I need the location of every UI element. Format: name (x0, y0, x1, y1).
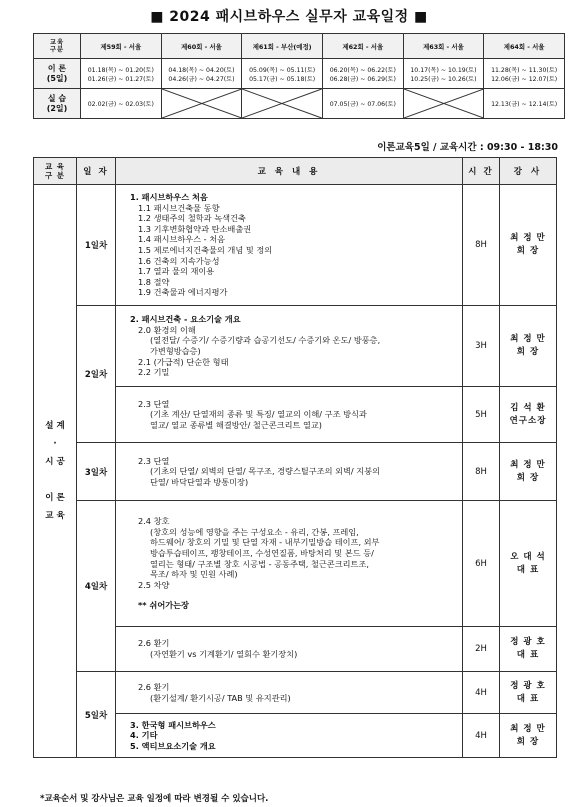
no-session-cell (242, 89, 323, 119)
theory-dates: 01.18(목) ~ 01.20(토) 01.26(금) ~ 01.27(토) (81, 59, 162, 89)
theory-dates: 11.28(목) ~ 11.30(토) 12.06(금) ~ 12.07(토) (484, 59, 565, 89)
content-cell: 2.3 단열 (기초의 단열/ 외벽의 단열/ 목구조, 경량스틸구조의 외벽/ 지붕의 단열/ 바닥단열과 방통미장) (116, 443, 463, 501)
content-cell: 2.6 환기 (자연환기 vs 기계환기/ 열회수 환기장치) (116, 627, 463, 672)
content-cell: 1. 패시브하우스 처음 1.1 패시브건축물 동향 1.2 생태주의 철학과 녹색건축 1.3 기후변화협약과 탄소배출권 1.4 패시브하우스 - 처음 1.5 제로에너지건축물의 개념 및 정의 1.6 건축의 지속가능성 1.7 열과 물의 재이용 1.8 절약 1.9 건축물과 에너지평가 (116, 185, 463, 306)
session-header: 제64회 - 서울 (484, 34, 565, 59)
teacher-cell: 정 광 호 대 표 (500, 627, 557, 672)
curriculum-table (33, 157, 557, 758)
header-teacher: 강 사 (500, 158, 557, 185)
hours-cell: 8H (463, 443, 500, 501)
hours-cell: 4H (463, 672, 500, 714)
header-content: 교 육 내 용 (116, 158, 463, 185)
day-cell: 4일차 (77, 501, 116, 672)
day-cell: 5일차 (77, 672, 116, 758)
teacher-cell: 최 정 만 회 장 (500, 714, 557, 758)
header-category: 교 육 구 분 (34, 158, 77, 185)
practice-dates: 07.05(금) ~ 07.06(토) (322, 89, 403, 119)
teacher-cell: 최 정 만 회 장 (500, 306, 557, 387)
practice-label: 실 습 (2일) (34, 89, 81, 119)
hours-cell: 2H (463, 627, 500, 672)
hours-cell: 6H (463, 501, 500, 627)
page-title: ■ 2024 패시브하우스 실무자 교육일정 ■ (150, 9, 428, 25)
schedule-table (33, 33, 565, 119)
teacher-cell: 최 정 만 회 장 (500, 443, 557, 501)
hours-cell: 4H (463, 714, 500, 758)
content-cell: 2.4 창호 (창호의 성능에 영향을 주는 구성요소 - 유리, 간봉, 프레임, 하드웨어/ 창호의 기밀 및 단열 자재 - 내부기밀방습 테이프, 외부 방습투습테이프, 팽창테이프, 수성연질폼, 바탕처리 및 본드 등/ 열리는 형태/ 구조별 창호 시공법 - 공동주택, 철근콘크리트조, 목조/ 하자 및 민원 사례) 2.5 차양 ** 쉬어가는장 (116, 501, 463, 627)
schedule-corner-label: 교육 구분 (34, 34, 81, 59)
category-cell: 설 계 · 시 공 이 론 교 육 (34, 185, 77, 758)
theory-dates: 06.20(목) ~ 06.22(토) 06.28(금) ~ 06.29(토) (322, 59, 403, 89)
theory-label: 이 론 (5일) (34, 59, 81, 89)
no-session-cell (161, 89, 242, 119)
content-cell: 2.3 단열 (기초 계산/ 단열재의 종류 및 특징/ 열교의 이해/ 구조 방식과 열교/ 열교 종류별 해결방안/ 철근콘크리트 열교) (116, 387, 463, 443)
day-cell: 2일차 (77, 306, 116, 443)
theory-dates: 10.17(목) ~ 10.19(토) 10.25(금) ~ 10.26(토) (403, 59, 484, 89)
teacher-cell: 최 정 만 회 장 (500, 185, 557, 306)
theory-dates: 04.18(목) ~ 04.20(토) 04.26(금) ~ 04.27(토) (161, 59, 242, 89)
hours-cell: 8H (463, 185, 500, 306)
header-day: 일 자 (77, 158, 116, 185)
practice-dates: 12.13(금) ~ 12.14(토) (484, 89, 565, 119)
header-hours: 시 간 (463, 158, 500, 185)
content-cell: 3. 한국형 패시브하우스 4. 기타 5. 액티브요소기술 개요 (116, 714, 463, 758)
day-cell: 3일차 (77, 443, 116, 501)
hours-cell: 5H (463, 387, 500, 443)
session-header: 제63회 - 서울 (403, 34, 484, 59)
teacher-cell: 오 대 석 대 표 (500, 501, 557, 627)
practice-dates: 02.02(금) ~ 02.03(토) (81, 89, 162, 119)
no-session-cell (403, 89, 484, 119)
footnote: *교육순서 및 강사님은 교육 일정에 따라 변경될 수 있습니다. (40, 794, 269, 804)
session-header: 제60회 - 서울 (161, 34, 242, 59)
session-header: 제62회 - 서울 (322, 34, 403, 59)
teacher-cell: 김 석 환 연구소장 (500, 387, 557, 443)
education-time-info: 이론교육5일 / 교육시간 : 09:30 - 18:30 (377, 142, 558, 153)
hours-cell: 3H (463, 306, 500, 387)
content-cell: 2. 패시브건축 - 요소기술 개요 2.0 환경의 이해 (열전달/ 수증기/ 수증기량과 습공기선도/ 수증기와 온도/ 방풍층, 가변형방습층) 2.1 (가급적) 단순한 형태 2.2 기밀 (116, 306, 463, 387)
content-cell: 2.6 환기 (환기설계/ 환기시공/ TAB 및 유지관리) (116, 672, 463, 714)
session-header: 제61회 - 부산(예정) (242, 34, 323, 59)
teacher-cell: 정 광 호 대 표 (500, 672, 557, 714)
theory-dates: 05.09(목) ~ 05.11(토) 05.17(금) ~ 05.18(토) (242, 59, 323, 89)
day-cell: 1일차 (77, 185, 116, 306)
session-header: 제59회 - 서울 (81, 34, 162, 59)
